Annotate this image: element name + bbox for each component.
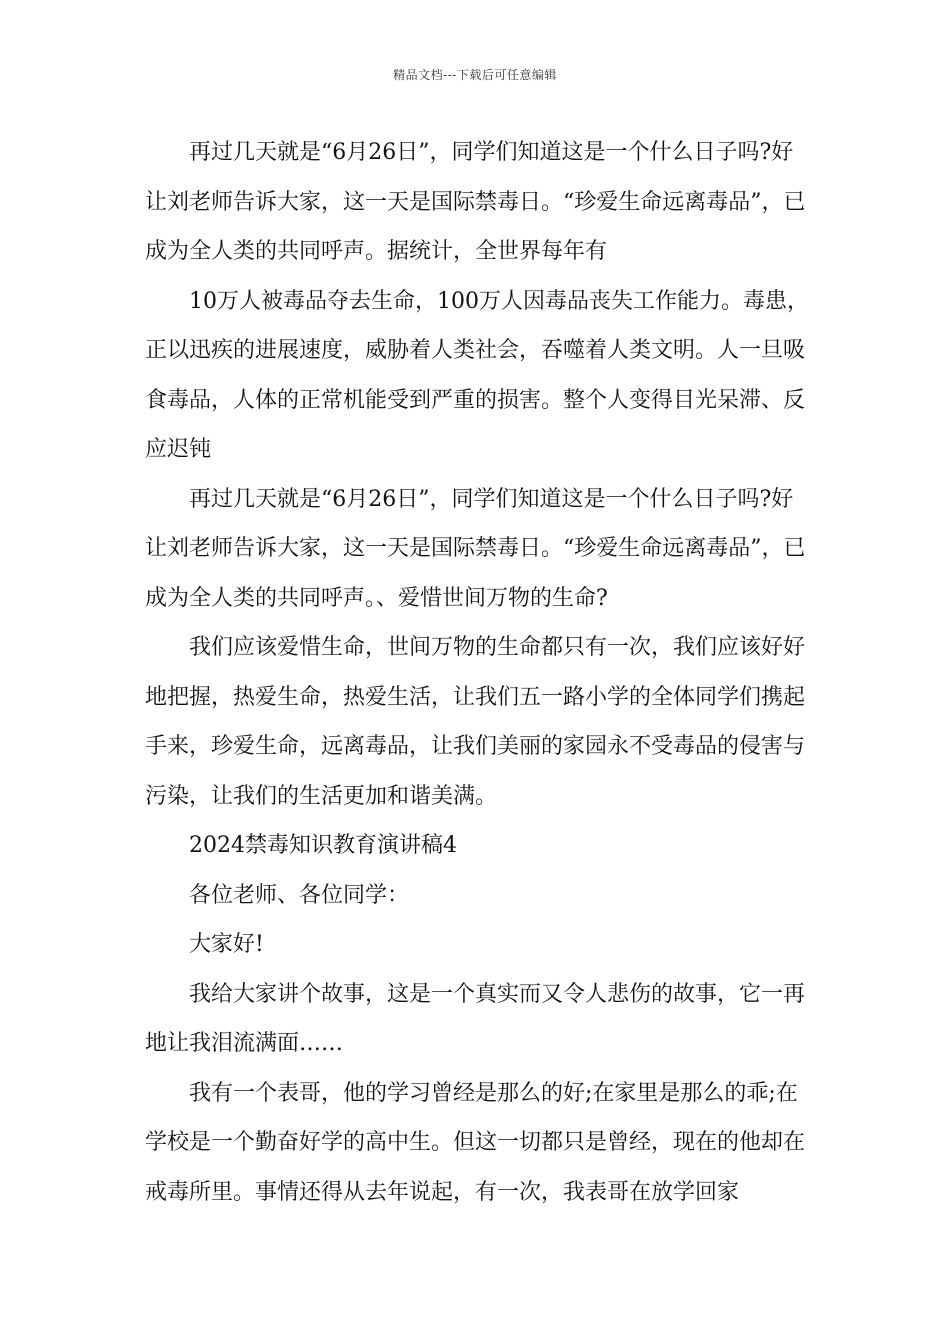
paragraph-4: 我们应该爱惜生命，世间万物的生命都只有一次，我们应该好好地把握，热爱生命，热爱生活，让我们五一路小学的全体同学们携起手来，珍爱生命，远离毒品，让我们美丽的家园永不受毒品的侵害与污染，让我们的生活更加和谐美满。 [145, 635, 806, 809]
greeting: 大家好! [189, 932, 264, 957]
document-body [145, 128, 810, 1217]
page-header: 精品文档---下载后可任意编辑 [393, 68, 557, 82]
paragraph-6: 我有一个表哥，他的学习曾经是那么的好;在家里是那么的乖;在学校是一个勤奋好学的高中生。但这一切都只是曾经，现在的他却在戒毒所里。事情还得从去年说起，有一次，我表哥在放学回家 [145, 1080, 806, 1205]
paragraph-1: 再过几天就是“6月26日”，同学们知道这是一个什么日子吗?好让刘老师告诉大家，这一天是国际禁毒日。“珍爱生命远离毒品”，已成为全人类的共同呼声。据统计，全世界每年有 [145, 140, 806, 264]
salutation: 各位老师、各位同学： [189, 882, 410, 908]
paragraph-3: 再过几天就是“6月26日”，同学们知道这是一个什么日子吗?好让刘老师告诉大家，这一天是国际禁毒日。“珍爱生命远离毒品”，已成为全人类的共同呼声。、爱惜世间万物的生命? [145, 486, 806, 611]
paragraph-2: 10万人被毒品夺去生命，100万人因毒品丧失工作能力。毒患，正以迅疾的进展速度，威胁着人类社会，吞噬着人类文明。人一旦吸食毒品，人体的正常机能受到严重的损害。整个人变得目光呆滞、反应迟钝 [145, 288, 809, 462]
section-title: 2024禁毒知识教育演讲稿4 [189, 833, 457, 858]
paragraph-5: 我给大家讲个故事，这是一个真实而又令人悲伤的故事，它一再地让我泪流满面…… [145, 981, 806, 1056]
